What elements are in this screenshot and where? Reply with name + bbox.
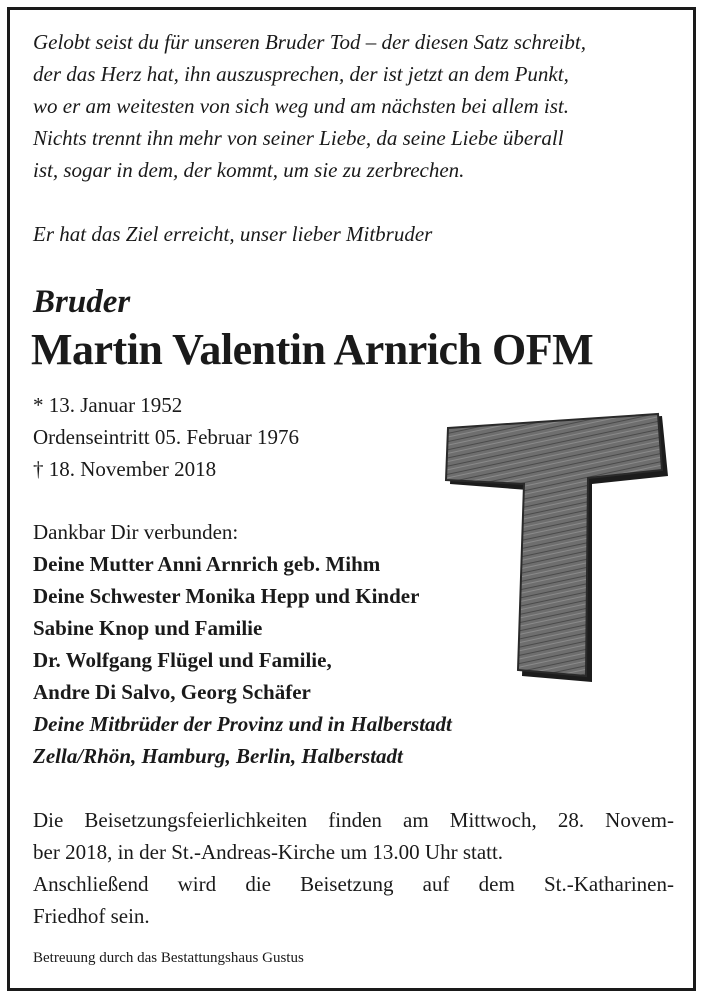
deceased-name: Martin Valentin Arnrich OFM: [31, 325, 594, 374]
thanks-intro: Dankbar Dir verbunden:: [33, 520, 239, 544]
birth-date: * 13. Januar 1952: [33, 393, 183, 417]
ceremony-line: Friedhof sein.: [33, 904, 150, 928]
order-entry-date: Ordenseintritt 05. Februar 1976: [33, 425, 299, 449]
brothers-places-line: Zella/Rhön, Hamburg, Berlin, Halberstadt: [33, 744, 403, 768]
mourner-line: Andre Di Salvo, Georg Schäfer: [33, 680, 311, 704]
ceremony-line: Die Beisetzungsfeierlichkeiten finden am Mittwoch, 28. Novem-: [33, 808, 674, 832]
mourner-line: Deine Schwester Monika Hepp und Kinder: [33, 584, 420, 608]
quote-line: wo er am weitesten von sich weg und am nächsten bei allem ist.: [33, 94, 570, 118]
quote-line: Nichts trennt ihn mehr von seiner Liebe, da seine Liebe überall: [33, 126, 564, 150]
mourner-line: Sabine Knop und Familie: [33, 616, 263, 640]
mourner-line: Dr. Wolfgang Flügel und Familie,: [33, 648, 332, 672]
tau-cross-icon: [440, 410, 670, 690]
quote-line: der das Herz hat, ihn auszusprechen, der ist jetzt an dem Punkt,: [33, 62, 569, 86]
ceremony-line: ber 2018, in der St.-Andreas-Kirche um 13.00 Uhr statt.: [33, 840, 504, 864]
ceremony-line: Anschließend wird die Beisetzung auf dem St.-Katharinen-: [33, 872, 674, 896]
title-prefix: Bruder: [33, 284, 131, 320]
mourner-line: Deine Mutter Anni Arnrich geb. Mihm: [33, 552, 381, 576]
quote-line: Gelobt seist du für unseren Bruder Tod – der diesen Satz schreibt,: [33, 30, 586, 54]
reached-goal-line: Er hat das Ziel erreicht, unser lieber Mitbruder: [33, 222, 433, 246]
death-date: † 18. November 2018: [33, 457, 217, 481]
brothers-line: Deine Mitbrüder der Provinz und in Halberstadt: [33, 712, 452, 736]
quote-line: ist, sogar in dem, der kommt, um sie zu zerbrechen.: [33, 158, 465, 182]
funeral-home-credit: Betreuung durch das Bestattungshaus Gustus: [33, 950, 304, 966]
